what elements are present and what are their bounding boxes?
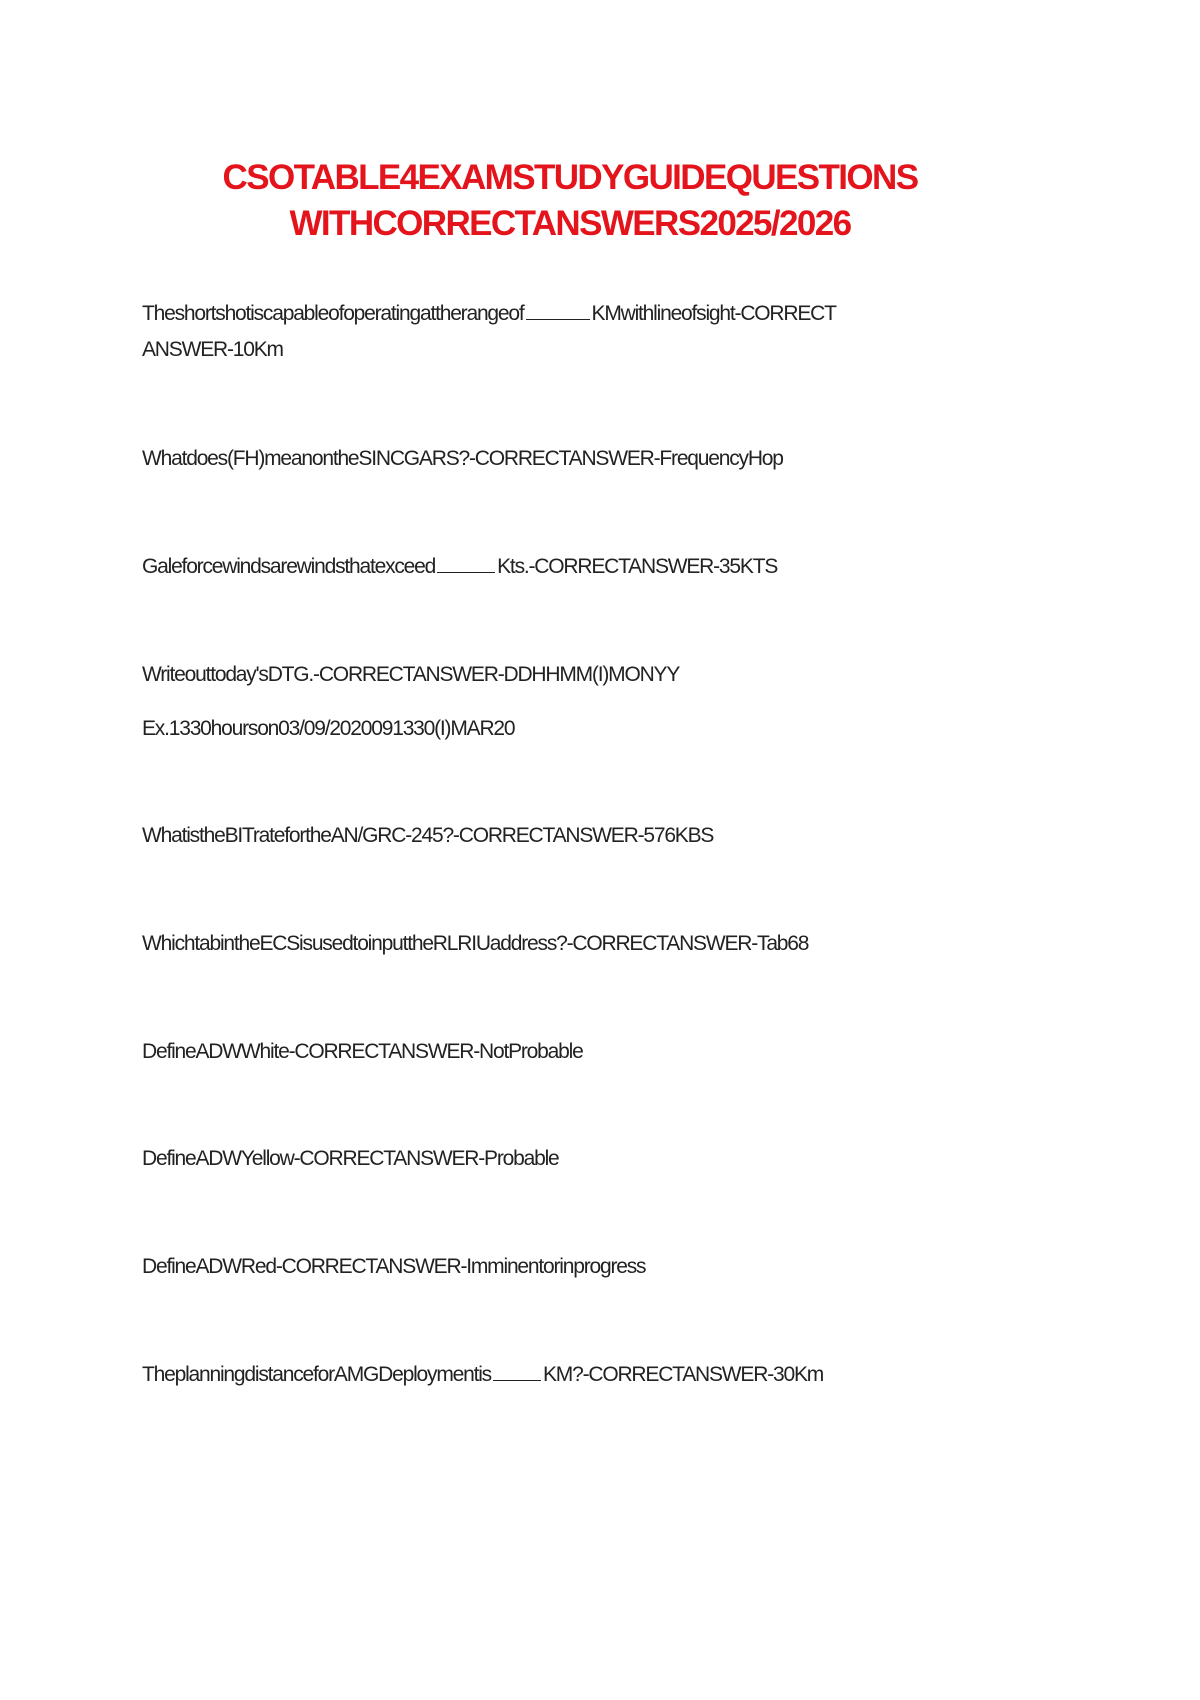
answer-text: ANSWER-10Km (142, 338, 283, 361)
question-text: Galeforcewindsarewindsthatexceed (142, 555, 436, 578)
question-text-cont: KMwithlineofsight-CORRECT (591, 302, 836, 325)
qa-text: WhichtabintheECSisusedtoinputtheRLRIUaddress?-CORRECTANSWER-Tab68 (142, 932, 809, 955)
qa-text: DefineADWRed-CORRECTANSWER-Imminentorinprogress (142, 1255, 646, 1278)
qa-text: DefineADWWhite-CORRECTANSWER-NotProbable (142, 1040, 583, 1063)
question-text: Theshortshotiscapableofoperatingattherangeof (142, 302, 524, 325)
document-title (130, 155, 1010, 247)
example-text: Ex.1330hourson03/09/2020091330(I)MAR20 (142, 717, 515, 740)
qa-text: WhatistheBITratefortheAN/GRC-245?-CORRECTANSWER-576KBS (142, 824, 714, 847)
qa-item (142, 1357, 823, 1393)
qa-item (142, 926, 808, 962)
qa-item (142, 1249, 645, 1285)
question-text: TheplanningdistanceforAMGDeploymentis (142, 1363, 491, 1386)
qa-item (142, 1034, 583, 1070)
title-line-2: WITHCORRECTANSWERS2025/2026 (289, 204, 851, 243)
question-text-cont: KM?-CORRECTANSWER-30Km (542, 1363, 824, 1386)
qa-item (142, 657, 679, 693)
qa-item (142, 818, 713, 854)
answer-blank (493, 1360, 541, 1381)
qa-item (142, 441, 783, 477)
qa-item (142, 296, 836, 368)
qa-text: DefineADWYellow-CORRECTANSWER-Probable (142, 1147, 559, 1170)
qa-example (142, 711, 514, 747)
answer-blank (437, 552, 495, 573)
qa-item (142, 1141, 559, 1177)
qa-item (142, 549, 777, 585)
qa-text: Writeouttoday'sDTG.-CORRECTANSWER-DDHHMM(I)MONYY (142, 663, 680, 686)
qa-text: Whatdoes(FH)meanontheSINCGARS?-CORRECTANSWER-FrequencyHop (142, 447, 783, 470)
title-line-1: CSOTABLE4EXAMSTUDYGUIDEQUESTIONS (222, 158, 918, 197)
question-text-cont: Kts.-CORRECTANSWER-35KTS (497, 555, 778, 578)
answer-blank (526, 299, 590, 320)
